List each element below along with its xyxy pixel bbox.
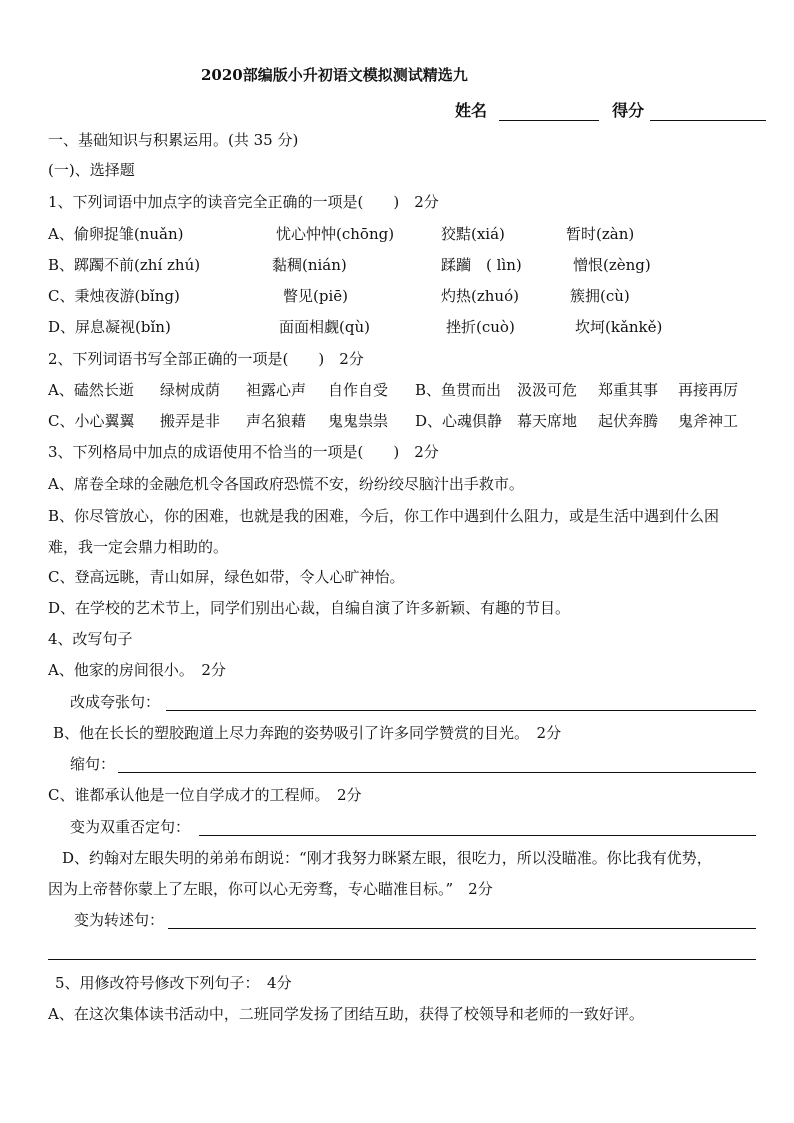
q3-option-c: C、登高远眺，青山如屏，绿色如带，令人心旷神怡。 xyxy=(48,568,405,586)
option-item: 灼热(zhuó) xyxy=(441,287,519,305)
q3-option-d: D、在学校的艺术节上，同学们别出心裁，自编自演了许多新颖、有趣的节目。 xyxy=(48,599,571,617)
score-blank[interactable] xyxy=(650,102,766,121)
option-item: 郑重其事 xyxy=(598,381,659,399)
q4-d-answer-line[interactable] xyxy=(168,927,756,929)
option-item: 瞥见(piē) xyxy=(283,287,348,305)
option-item: 搬弄是非 xyxy=(160,412,221,430)
option-item: C、小心翼翼 xyxy=(48,412,135,430)
option-item: D、屏息凝视(bǐn) xyxy=(48,318,171,336)
q4-b: B、他在长长的塑胶跑道上尽力奔跑的姿势吸引了许多同学赞赏的目光。 2分 xyxy=(53,724,562,742)
q4-c-label: 变为双重否定句： xyxy=(70,818,191,836)
option-item: 蹂躏 ( lìn) xyxy=(441,256,522,274)
q4-a-answer-line[interactable] xyxy=(166,709,756,711)
option-item: 幕天席地 xyxy=(517,412,578,430)
q4-a-label: 改成夸张句： xyxy=(70,693,161,711)
option-item: D、心魂俱静 xyxy=(415,412,503,430)
option-item: A、偷卵捉雏(nuǎn) xyxy=(48,225,184,243)
option-item: 声名狼藉 xyxy=(246,412,307,430)
option-item: A、磕然长逝 xyxy=(48,381,134,399)
option-item: 簇拥(cù) xyxy=(570,287,630,305)
q5-stem: 5、用修改符号修改下列句子： 4分 xyxy=(55,974,292,992)
section-heading: 一、基础知识与积累运用。(共 35 分) xyxy=(48,131,299,149)
option-item: 暂时(zàn) xyxy=(566,225,635,243)
name-blank[interactable] xyxy=(499,102,599,121)
option-item: 挫折(cuò) xyxy=(446,318,515,336)
q3-option-b-line2: 难，我一定会鼎力相助的。 xyxy=(48,538,229,556)
subsection-heading: (一)、选择题 xyxy=(48,161,135,179)
q2-stem: 2、下列词语书写全部正确的一项是( ) 2分 xyxy=(48,350,364,368)
option-item: B、鱼贯而出 xyxy=(415,381,502,399)
option-item: 汲汲可危 xyxy=(517,381,578,399)
q3-stem: 3、下列格局中加点的成语使用不恰当的一项是( ) 2分 xyxy=(48,443,439,461)
q4-d-answer-line-2[interactable] xyxy=(48,958,756,960)
q4-d-label: 变为转述句： xyxy=(74,911,165,929)
q5-sentence-a: A、在这次集体读书活动中，二班同学发扬了团结互助，获得了校领导和老师的一致好评。 xyxy=(48,1005,644,1023)
name-score-row xyxy=(455,98,766,121)
option-item: 自作自受 xyxy=(328,381,389,399)
option-item: B、踯躅不前(zhí zhú) xyxy=(48,256,201,274)
option-item: 面面相觑(qù) xyxy=(279,318,370,336)
option-item: 黏稠(nián) xyxy=(272,256,347,274)
q4-b-label: 缩句： xyxy=(70,755,116,773)
option-item: 坎坷(kǎnkě) xyxy=(575,318,663,336)
name-label: 姓名 xyxy=(455,101,488,120)
option-item: 狡黠(xiá) xyxy=(441,225,505,243)
q4-b-answer-line[interactable] xyxy=(118,771,756,773)
option-item: 袒露心声 xyxy=(246,381,307,399)
option-item: 憎恨(zèng) xyxy=(573,256,651,274)
q4-stem: 4、改写句子 xyxy=(48,630,133,648)
option-item: 忧心忡忡(chōng) xyxy=(276,225,395,243)
option-item: 鬼鬼祟祟 xyxy=(328,412,389,430)
q4-d-line1: D、约翰对左眼失明的弟弟布朗说：“刚才我努力眯紧左眼，很吃力，所以没瞄准。你比我有优势， xyxy=(62,849,712,867)
page-title: 2020部编版小升初语文模拟测试精选九 xyxy=(201,66,468,84)
q4-a: A、他家的房间很小。 2分 xyxy=(48,661,226,679)
score-label: 得分 xyxy=(612,101,645,120)
option-item: 绿树成荫 xyxy=(160,381,221,399)
option-item: 起伏奔腾 xyxy=(598,412,659,430)
q4-c-answer-line[interactable] xyxy=(199,834,756,836)
option-item: C、秉烛夜游(bǐng) xyxy=(48,287,180,305)
q1-stem: 1、下列词语中加点字的读音完全正确的一项是( ) 2分 xyxy=(48,193,439,211)
option-item: 再接再厉 xyxy=(678,381,739,399)
q4-d-line2: 因为上帝替你蒙上了左眼，你可以心无旁骛，专心瞄准目标。” 2分 xyxy=(48,880,493,898)
q4-c: C、谁都承认他是一位自学成才的工程师。 2分 xyxy=(48,786,362,804)
q3-option-b-line1: B、你尽管放心，你的困难，也就是我的困难，今后，你工作中遇到什么阻力，或是生活中遇到什么困 xyxy=(48,507,720,525)
q3-option-a: A、席卷全球的金融危机令各国政府恐慌不安，纷纷绞尽脑汁出手救市。 xyxy=(48,475,524,493)
option-item: 鬼斧神工 xyxy=(678,412,739,430)
